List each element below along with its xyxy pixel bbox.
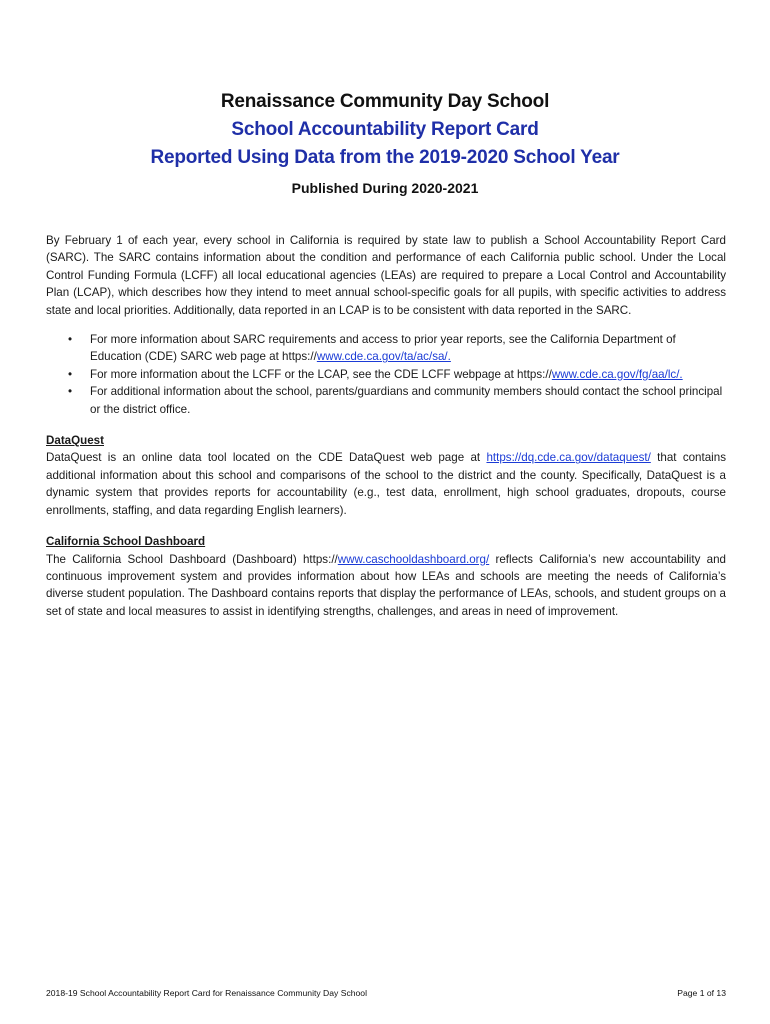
dataquest-section bbox=[46, 432, 726, 519]
dashboard-section bbox=[46, 533, 726, 620]
bullet-text: For more information about the LCFF or the LCAP, see the CDE LCFF webpage at https:// bbox=[90, 367, 552, 381]
dataquest-text-after: that contains additional information about this school and comparisons of the school to the district and the county. Specifically, DataQuest is a dynamic system that provides reports for accountability (e.g., test data, enrollment, high school graduates, dropouts, course enrollments, staffing, and data regarding English learners). bbox=[46, 451, 726, 517]
info-bullet-list bbox=[46, 331, 726, 418]
bullet-text: For more information about SARC requirements and access to prior year reports, see the California Department of Education (CDE) SARC web page at https:// bbox=[90, 333, 676, 364]
bullet-icon: • bbox=[68, 385, 73, 399]
school-name: Renaissance Community Day School bbox=[220, 91, 550, 112]
list-item bbox=[46, 383, 726, 418]
lcff-webpage-link[interactable]: www.cde.ca.gov/fg/aa/lc/. bbox=[551, 367, 683, 381]
title-block bbox=[0, 88, 770, 198]
page-number: Page 1 of 13 bbox=[677, 988, 726, 998]
report-title: School Accountability Report Card bbox=[231, 119, 539, 140]
dashboard-text-before: The California School Dashboard (Dashboard) https:// bbox=[46, 552, 338, 566]
bullet-text: For additional information about the school, parents/guardians and community members should contact the school principal or the district office. bbox=[90, 385, 723, 416]
bullet-icon: • bbox=[68, 333, 73, 347]
dashboard-paragraph bbox=[46, 551, 726, 621]
page-footer bbox=[46, 987, 726, 999]
dashboard-link[interactable]: www.caschooldashboard.org/ bbox=[337, 552, 490, 566]
intro-paragraph: By February 1 of each year, every school in California is required by state law to publish a School Accountability Report Card (SARC). The SARC contains information about the condition and performance of each California public school. Under the Local Control Funding Formula (LCFF) all local educational agencies (LEAs) are required to prepare a Local Control and Accountability Plan (LCAP), which describes how they intend to meet annual school-specific goals for all pupils, with specific activities to address state and local priorities. Additionally, data reported in an LCAP is to be consistent with data reported in the SARC. bbox=[46, 234, 726, 317]
dataquest-paragraph bbox=[46, 449, 726, 519]
dashboard-text-after: reflects California’s new accountability and continuous improvement system and provides information about how LEAs and schools are meeting the needs of California’s diverse student population. The Dashboard contains reports that display the performance of LEAs, schools, and student groups on a set of state and local measures to assist in identifying strengths, challenges, and areas in need of improvement. bbox=[46, 552, 726, 618]
dataquest-link[interactable]: https://dq.cde.ca.gov/dataquest/ bbox=[486, 451, 651, 465]
list-item bbox=[46, 366, 726, 383]
footer-document-title: 2018-19 School Accountability Report Card for Renaissance Community Day School bbox=[46, 988, 367, 998]
body-content bbox=[46, 232, 726, 634]
report-subtitle: Reported Using Data from the 2019-2020 School Year bbox=[150, 147, 620, 168]
bullet-icon: • bbox=[68, 367, 73, 381]
dataquest-text-before: DataQuest is an online data tool located on the CDE DataQuest web page at bbox=[46, 451, 487, 465]
list-item bbox=[46, 331, 726, 366]
dashboard-heading: California School Dashboard bbox=[46, 535, 206, 549]
sarc-webpage-link[interactable]: www.cde.ca.gov/ta/ac/sa/. bbox=[316, 350, 451, 364]
dataquest-heading: DataQuest bbox=[46, 434, 104, 448]
published-date: Published During 2020-2021 bbox=[291, 180, 479, 196]
